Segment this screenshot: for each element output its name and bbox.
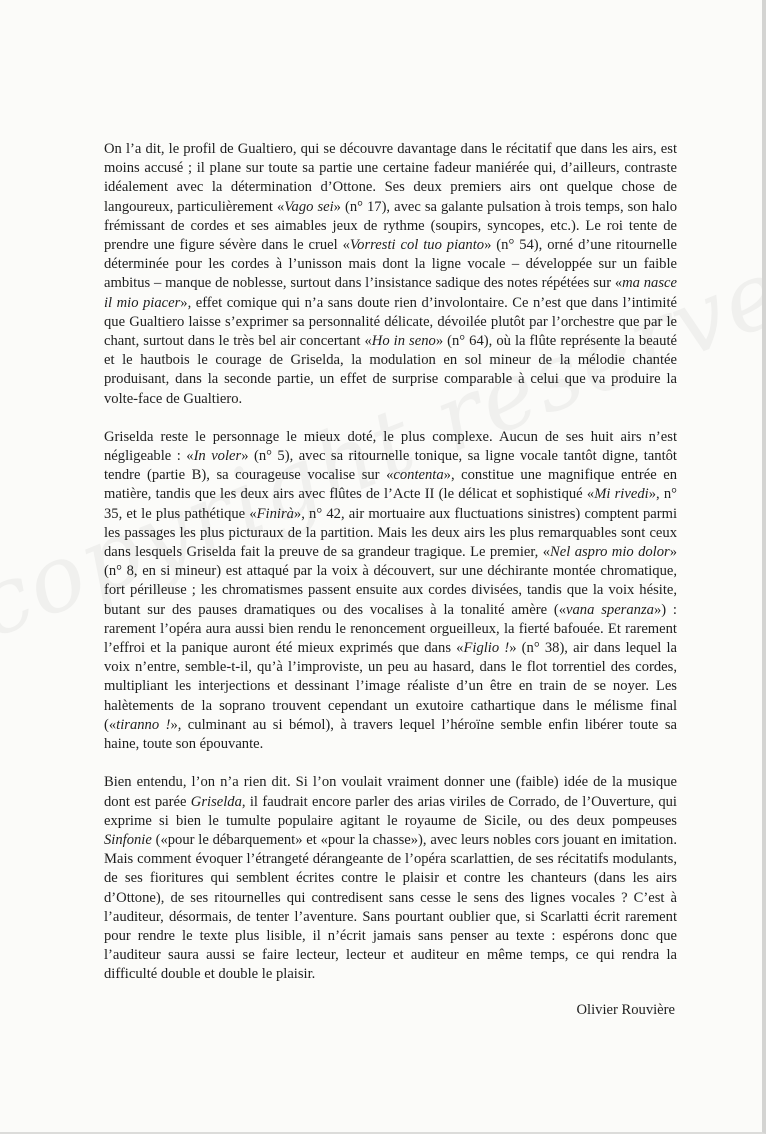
- author-signature: Olivier Rouvière: [576, 1002, 675, 1018]
- italic-title: Nel aspro mio dolor: [550, 544, 670, 561]
- text-run: Bien entendu, l’on n’a rien dit. Si l’on voulait vraiment donner une (faible) idée de la musique dont est parée: [104, 774, 677, 810]
- text-run: («pour le débarquement» et «pour la chasse»), avec leurs nobles cors jouant en imitation. Mais comment évoquer l’étrangeté dérangeante de l’opéra scarlattien, de ses récitatifs modulants, de ses fioritures qui semblent écrites contre le plaisir et contre les chanteurs (dans les airs d’Ottone), de ses ritournelles qui contredisent sans cesse le sens des lignes vocales ? C’est à l’auditeur, désormais, de tenter l’aventure. Sans pourtant oublier que, si Scarlatti écrit rarement pour rendre le texte plus lisible, il n’écrit jamais sans penser au texte : espérons donc que l’auditeur saura aussi se faire lecteur, lecteur et auditeur en même temps, ce qui rendra la difficulté double et double le plaisir.: [104, 831, 677, 983]
- italic-title: tiranno !: [116, 716, 171, 733]
- italic-title: contenta: [393, 467, 444, 484]
- text-run: », effet comique qui n’a sans doute rien d’involontaire. Ce n’est que dans l’intimité que Gualtiero laisse s’exprimer sa personnalité délicate, dévoilée plutôt par l’orchestre que par le chant, surtout dans le très bel air concertant «: [104, 294, 677, 350]
- italic-title: Vago sei: [284, 198, 334, 215]
- italic-title: Mi rivedi: [594, 486, 649, 503]
- italic-title: Vorresti col tuo pianto: [349, 237, 485, 254]
- text-run: », culminant au si bémol), à travers lequel l’héroïne semble enfin libérer toute sa haine, toute son épouvante.: [104, 716, 677, 753]
- text-run: », n° 35, et le plus pathétique «: [104, 486, 677, 522]
- italic-title: Griselda: [190, 793, 242, 810]
- italic-title: Finirà: [256, 505, 294, 522]
- text-run: , il faudrait encore parler des arias viriles de Corrado, de l’Ouverture, qui exprime si bien le tumulte populaire agitant le royaume de Sicile, ou des deux pompeuses: [104, 793, 677, 829]
- text-run: », n° 42, air mortuaire aux fluctuations sinistres) comptent parmi les passages les plus picturaux de la partition. Mais les deux airs les plus remarquables sont ceux dans lesquels Griselda fait la preuve de sa grandeur tragique. Le premier, «: [104, 505, 677, 561]
- italic-title: ma nasce il mio piacer: [104, 275, 677, 311]
- italic-title: Sinfonie: [104, 831, 152, 848]
- italic-title: vana speranza: [566, 601, 654, 618]
- italic-title: Figlio !: [463, 640, 510, 657]
- text-run: » (n° 54), orné d’une ritournelle déterminée pour les cordes à l’unisson mais dont la ligne vocale – développée sur un faible ambitus – manque de noblesse, surtout dans l’insistance sadique des notes répétées sur «: [104, 237, 677, 292]
- text-run: » (n° 64), où la flûte représente la beauté et le hautbois le courage de Griselda, la modulation en sol mineur de la mélodie chantée produisant, dans la seconde partie, un effet de surprise comparable à celui que va produire la volte-face de Gualtiero.: [104, 333, 677, 407]
- text-run: » (n° 8, en si mineur) est attaqué par la voix à découvert, sur une déchirante montée chromatique, fort périlleuse ; les chromatismes passent ensuite aux cordes divisées, tandis que la voix hésite, butant sur des pauses dramatiques ou des vocalises à la tonalité amère («: [104, 544, 678, 618]
- text-run: » (n° 17), avec sa galante pulsation à trois temps, son halo frémissant de cordes et ses aimables jeux de rythme (soupirs, syncopes, etc.). Le roi tente de prendre une figure sévère dans le cruel «: [104, 198, 678, 254]
- text-run: » (n° 5), avec sa ritournelle tonique, sa ligne vocale tantôt digne, tantôt tendre (partie B), sa courageuse vocalise sur «: [104, 448, 677, 484]
- text-run: » (n° 38), air dans lequel la voix n’entre, semble-t-il, qu’à l’improviste, un peu au hasard, dans le flot torrentiel des cordes, multipliant les interjections et dessinant l’image réaliste d’un être en train de se noyer. Les halètements de la soprano trouvent cependant un exutoire cathartique dans le mélisme final («: [104, 640, 677, 733]
- paragraph-gualtiero: [104, 140, 677, 409]
- text-run: ») : rarement l’opéra aura aussi bien rendu le renoncement orgueilleux, la fierté bafouée. Et rarement l’effroi et la panique auront été mieux exprimés que dans «: [104, 601, 677, 657]
- italic-title: Ho in seno: [371, 333, 436, 350]
- paragraph-conclusion: [104, 773, 677, 984]
- text-run: Griselda reste le personnage le mieux doté, le plus complexe. Aucun de ses huit airs n’est négligeable : «: [104, 428, 677, 465]
- text-run: », constitue une magnifique entrée en matière, tandis que les deux airs avec flûtes de l’Acte II (le délicat et sophistiqué «: [104, 467, 677, 503]
- article-body: [104, 140, 677, 1004]
- paragraph-griselda: [104, 428, 677, 754]
- italic-title: In voler: [193, 448, 242, 465]
- text-run: On l’a dit, le profil de Gualtiero, qui se découvre davantage dans le récitatif que dans les airs, est moins accusé ; il plane sur toute sa partie une certaine fadeur maniérée qui, d’ailleurs, contraste idéalement avec la détermination d’Ottone. Ses deux premiers airs ont quelque chose de langoureux, particulièrement «: [104, 141, 677, 215]
